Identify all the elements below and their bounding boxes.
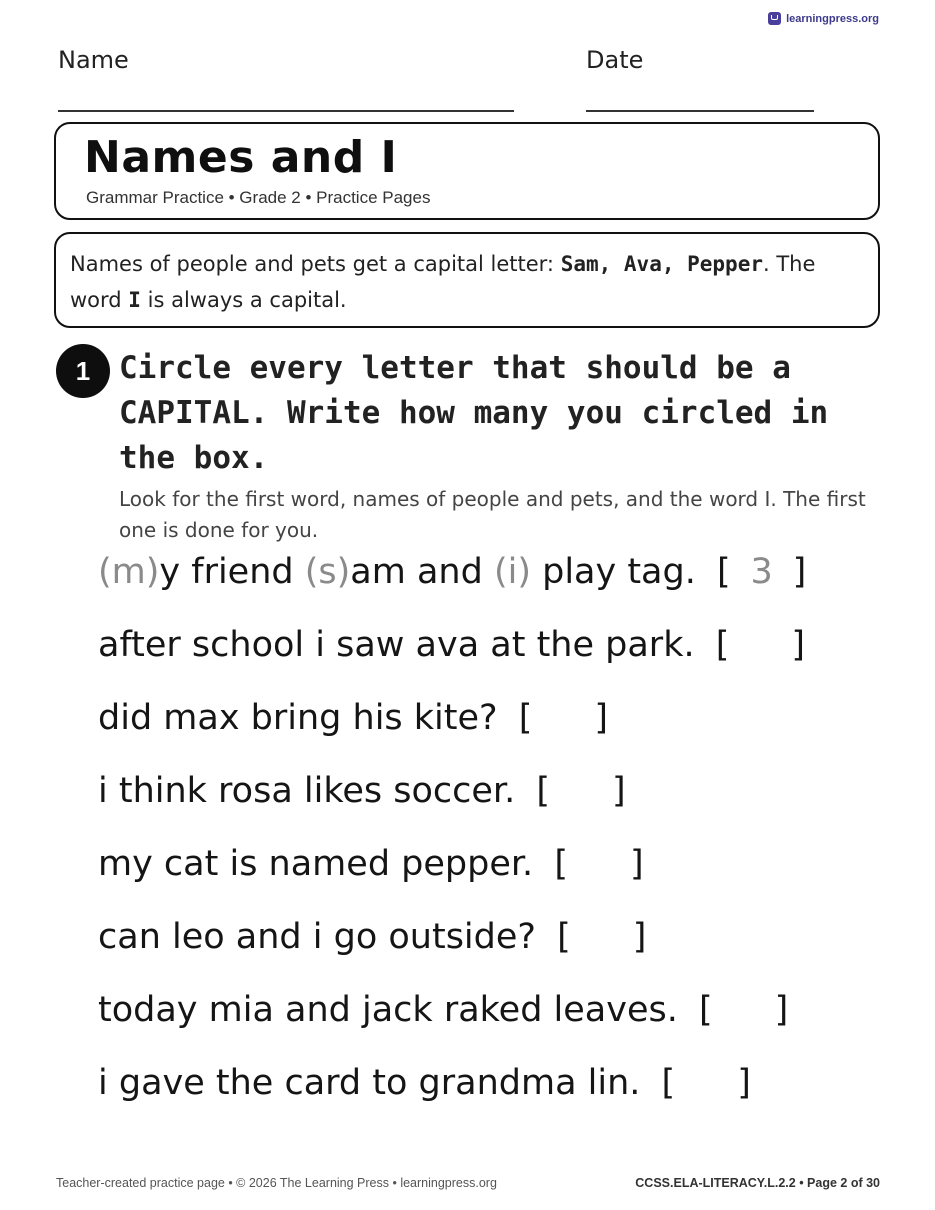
page-title: Names and I [84, 132, 398, 183]
page-subtitle: Grammar Practice • Grade 2 • Practice Pages [86, 188, 431, 207]
answer-box[interactable] [716, 625, 805, 665]
rule-text-2: . The word [70, 252, 816, 312]
answer-box[interactable] [536, 771, 625, 811]
sentence-text: i gave the card to grandma lin. [98, 1063, 641, 1103]
exercise-instruction: Circle every letter that should be a CAPITAL. Write how many you circled in the box. [119, 350, 829, 476]
sentence-text: play tag. [530, 552, 696, 592]
sentence-row [98, 990, 788, 1030]
sentence-text: after school i saw ava at the park. [98, 625, 695, 665]
sentence-row [98, 917, 646, 957]
brand-name: learningpress.org [786, 12, 879, 25]
sentence-text: y friend [159, 552, 305, 592]
bracket-open: [ [661, 1063, 676, 1103]
name-write-line[interactable] [58, 110, 514, 112]
date-write-line[interactable] [586, 110, 814, 112]
answer-box [717, 552, 806, 592]
book-icon [768, 12, 781, 25]
bracket-close: ] [791, 625, 806, 665]
sentence-row [98, 844, 644, 884]
sentence-row [98, 625, 805, 665]
bracket-close: ] [774, 990, 789, 1030]
circled-letter: (i) [493, 552, 531, 592]
bracket-open: [ [717, 552, 731, 592]
sentence-text: am and [350, 552, 494, 592]
bracket-open: [ [557, 917, 571, 957]
exercise-hint: Look for the first word, names of people and pets, and the word I. The first one is done for you. [119, 487, 866, 542]
rule-examples: Sam, Ava, Pepper [560, 252, 763, 276]
name-label: Name [58, 46, 129, 74]
bracket-open: [ [518, 698, 533, 738]
sentence-text: can leo and i go outside? [98, 917, 536, 957]
bracket-close: ] [737, 1063, 751, 1103]
bracket-open: [ [536, 771, 551, 811]
answer-box[interactable] [519, 698, 608, 738]
answer-box[interactable] [554, 844, 643, 884]
brand-logo [768, 12, 879, 25]
sentence-row [98, 698, 608, 738]
exercise-number-badge: 1 [56, 344, 110, 398]
answer-value: 3 [750, 552, 773, 592]
sentence-row [98, 771, 626, 811]
bracket-open: [ [699, 990, 713, 1030]
sentence-text: today mia and jack raked leaves. [98, 990, 678, 1030]
rule-text-3: is always a capital. [140, 288, 347, 312]
sentence-text: did max bring his kite? [98, 698, 498, 738]
bracket-close: ] [594, 698, 609, 738]
rule-text-1: Names of people and pets get a capital letter: [70, 252, 561, 276]
date-label: Date [586, 46, 644, 74]
circled-letter: (s) [304, 552, 351, 592]
sentence-row [98, 1063, 751, 1103]
answer-box[interactable] [662, 1063, 751, 1103]
sentence-text: my cat is named pepper. [98, 844, 534, 884]
bracket-open: [ [554, 844, 568, 884]
sentence-text: i think rosa likes soccer. [98, 771, 516, 811]
answer-box[interactable] [699, 990, 788, 1030]
answer-box[interactable] [557, 917, 646, 957]
title-box [54, 122, 880, 220]
footer-page-info: CCSS.ELA-LITERACY.L.2.2 • Page 2 of 30 [635, 1176, 880, 1190]
bracket-close: ] [792, 552, 807, 592]
bracket-open: [ [715, 625, 730, 665]
rule-box [54, 232, 880, 328]
example-sentence [98, 552, 806, 592]
circled-letter: (m) [98, 552, 160, 592]
bracket-close: ] [612, 771, 626, 811]
footer-credit: Teacher-created practice page • © 2026 The Learning Press • learningpress.org [56, 1176, 497, 1190]
rule-word-i: I [128, 288, 141, 312]
bracket-close: ] [629, 844, 644, 884]
bracket-close: ] [632, 917, 647, 957]
